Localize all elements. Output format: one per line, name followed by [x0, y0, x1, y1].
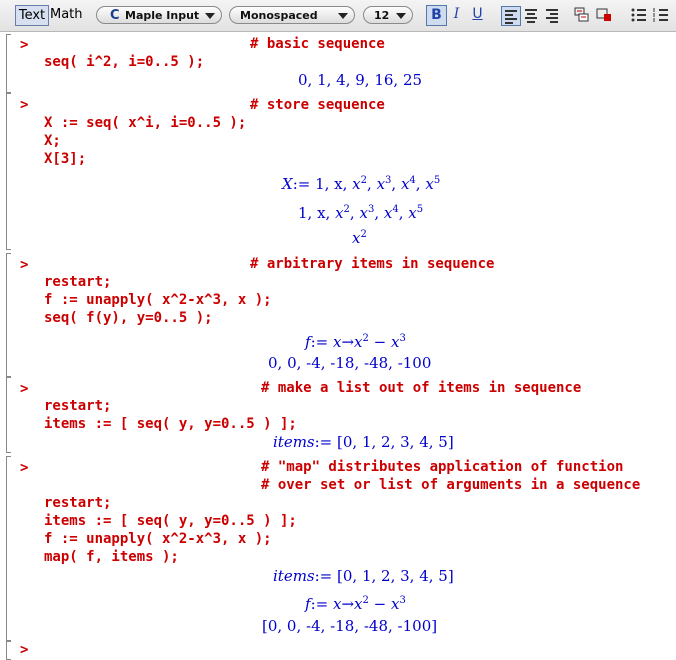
underline-button[interactable]: U	[472, 6, 483, 22]
input-prompt: >	[20, 37, 29, 53]
code-line[interactable]: f := unapply( x^2-x^3, x );	[44, 531, 272, 547]
input-prompt[interactable]: >	[20, 642, 29, 658]
output-assignment-x: X:= 1, x, $x^2$, $x^3$, $x^4$, $x^5$	[282, 175, 441, 193]
output-function: f:= $x\to x^2 - x^3$	[305, 333, 406, 351]
code-line[interactable]: seq( f(y), y=0..5 );	[44, 310, 213, 326]
chevron-down-icon	[338, 13, 348, 19]
align-center-button[interactable]	[522, 6, 540, 24]
chevron-down-icon	[205, 13, 215, 19]
maple-input-icon: C	[110, 8, 120, 23]
code-line[interactable]: restart;	[44, 274, 112, 290]
bullet-list-icon[interactable]	[630, 6, 648, 24]
output-list-assignment: items:= [0, 1, 2, 3, 4, 5]	[273, 567, 454, 585]
italic-button[interactable]: I	[453, 6, 460, 22]
code-line[interactable]: items := [ seq( y, y=0..5 ) ];	[44, 416, 297, 432]
output-function: f:= $x\to x^2 - x^3$	[305, 595, 406, 613]
output-element: $x^2$	[352, 229, 367, 247]
code-comment[interactable]: # store sequence	[250, 97, 385, 113]
execution-group-bracket[interactable]	[6, 640, 11, 660]
code-comment[interactable]: # "map" distributes application of function	[261, 459, 624, 475]
numbered-list-icon[interactable]	[652, 6, 670, 24]
code-line[interactable]: X;	[44, 133, 61, 149]
code-line[interactable]: X[3];	[44, 151, 87, 167]
align-right-button[interactable]	[543, 6, 561, 24]
font-size-label: 12	[374, 9, 390, 22]
input-mode-label: Maple Input	[125, 9, 200, 22]
align-left-button[interactable]	[501, 6, 521, 26]
font-dropdown[interactable]	[229, 6, 355, 24]
input-mode-dropdown[interactable]	[96, 6, 222, 24]
insert-execution-group-icon[interactable]	[573, 6, 591, 24]
input-prompt: >	[20, 381, 29, 397]
output-sequence: 0, 1, 4, 9, 16, 25	[298, 71, 423, 89]
execution-group-bracket[interactable]	[6, 253, 11, 377]
code-line[interactable]: X := seq( x^i, i=0..5 );	[44, 115, 247, 131]
worksheet[interactable]	[0, 32, 676, 660]
code-line[interactable]: map( f, items );	[44, 549, 179, 565]
execution-group-bracket[interactable]	[6, 456, 11, 642]
font-size-dropdown[interactable]	[363, 6, 413, 24]
code-comment[interactable]: # arbitrary items in sequence	[250, 256, 495, 272]
code-line[interactable]: items := [ seq( y, y=0..5 ) ];	[44, 513, 297, 529]
code-comment[interactable]: # basic sequence	[250, 36, 385, 52]
code-line[interactable]: f := unapply( x^2-x^3, x );	[44, 292, 272, 308]
input-prompt: >	[20, 257, 29, 273]
math-mode-button[interactable]: Math	[50, 7, 83, 22]
bold-button[interactable]: B	[426, 5, 447, 26]
output-sequence: 0, 0, -4, -18, -48, -100	[268, 354, 432, 372]
output-mapped-list: [0, 0, -4, -18, -48, -100]	[262, 617, 438, 635]
output-sequence: 1, x, $x^2$, $x^3$, $x^4$, $x^5$	[298, 204, 424, 222]
code-comment[interactable]: # over set or list of arguments in a sequence	[261, 477, 641, 493]
code-line[interactable]: restart;	[44, 495, 112, 511]
code-comment[interactable]: # make a list out of items in sequence	[261, 380, 582, 396]
output-list-assignment: items:= [0, 1, 2, 3, 4, 5]	[273, 433, 454, 451]
input-prompt: >	[20, 460, 29, 476]
execution-group-bracket[interactable]	[6, 93, 11, 250]
toolbar	[0, 0, 676, 32]
font-label: Monospaced	[240, 9, 318, 22]
chevron-down-icon	[396, 13, 406, 19]
text-mode-button[interactable]: Text	[15, 5, 49, 26]
code-line[interactable]: restart;	[44, 398, 112, 414]
code-line[interactable]: seq( i^2, i=0..5 );	[44, 54, 205, 70]
insert-paragraph-icon[interactable]	[595, 6, 613, 24]
input-prompt: >	[20, 97, 29, 113]
execution-group-bracket[interactable]	[6, 34, 11, 93]
execution-group-bracket[interactable]	[6, 377, 11, 453]
